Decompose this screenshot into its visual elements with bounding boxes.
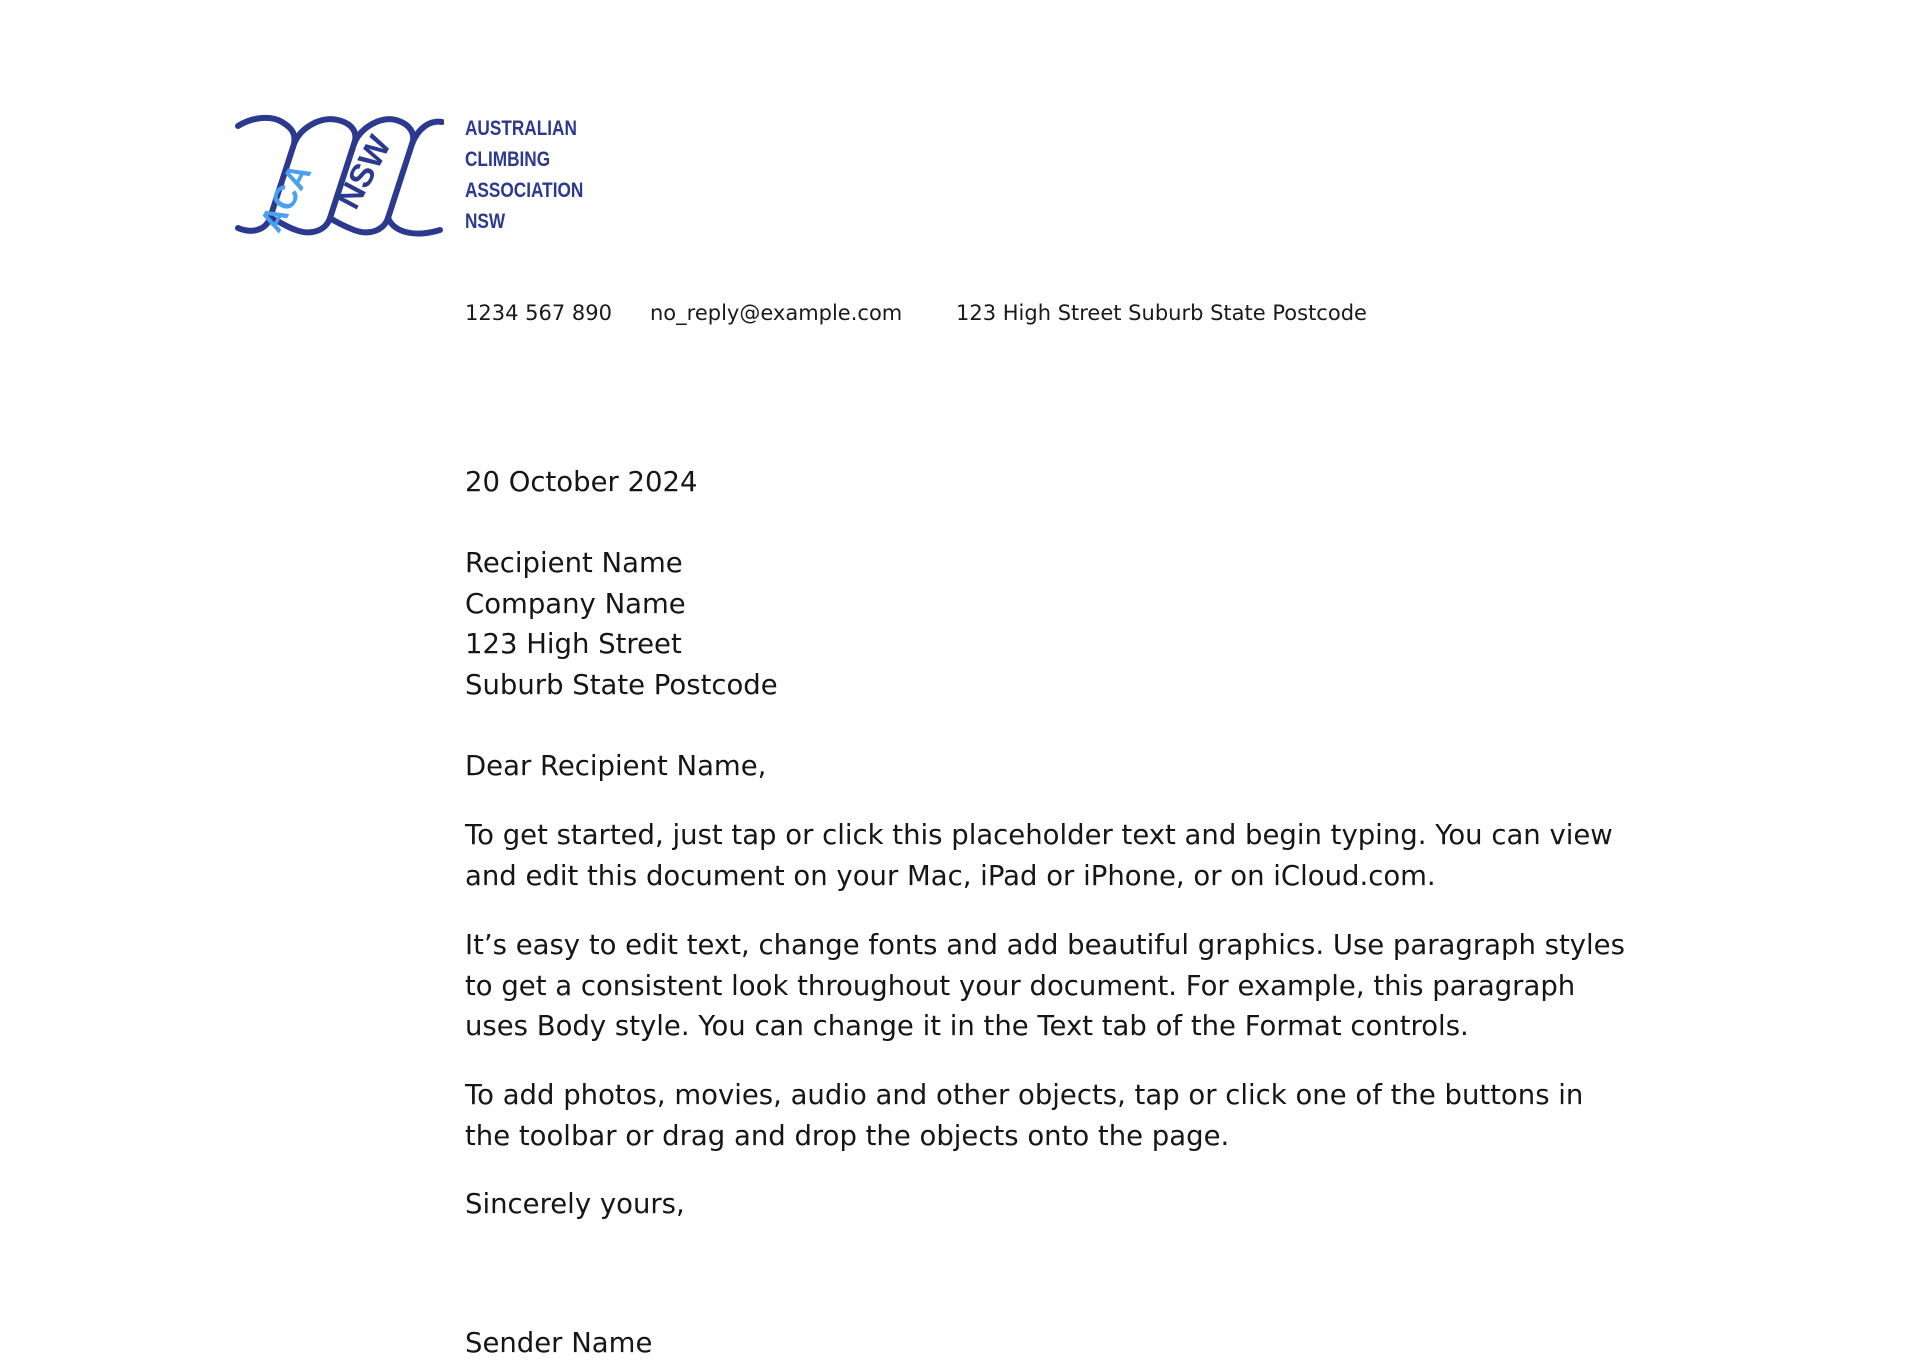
organisation-name [465,113,583,237]
org-name-line: ASSOCIATION [465,179,584,202]
recipient-name: Recipient Name [465,547,683,579]
salutation: Dear Recipient Name, [465,750,767,782]
recipient-locality: Suburb State Postcode [465,669,778,701]
sender-name: Sender Name [465,1327,653,1359]
svg-text:ACA: ACA [252,157,319,238]
body-paragraph: It’s easy to edit text, change fonts and add beautiful graphics. Use paragraph styles to get a consistent look throughout your document. For example, this paragraph uses Body style. You can change it in the Text tab of the Format controls. [465,929,1625,1042]
body-paragraph: To add photos, movies, audio and other objects, tap or click one of the buttons in the toolbar or drag and drop the objects onto the page. [465,1079,1584,1152]
aca-nsw-rope-logo-icon [234,114,444,238]
phone-number: 1234 567 890 [465,301,612,325]
recipient-street: 123 High Street [465,628,682,660]
closing: Sincerely yours, [465,1188,685,1220]
org-name-line: NSW [465,210,506,233]
body-paragraph: To get started, just tap or click this placeholder text and begin typing. You can view and edit this document on your Mac, iPad or iPhone, or on iCloud.com. [465,819,1613,892]
org-name-line: AUSTRALIAN [465,117,577,140]
letter-date: 20 October 2024 [465,466,698,498]
email-address[interactable]: no_reply@example.com [650,301,903,325]
recipient-company: Company Name [465,588,686,620]
sender-address: 123 High Street Suburb State Postcode [956,301,1367,325]
svg-text:NSW: NSW [329,129,398,215]
org-name-line: CLIMBING [465,148,551,171]
